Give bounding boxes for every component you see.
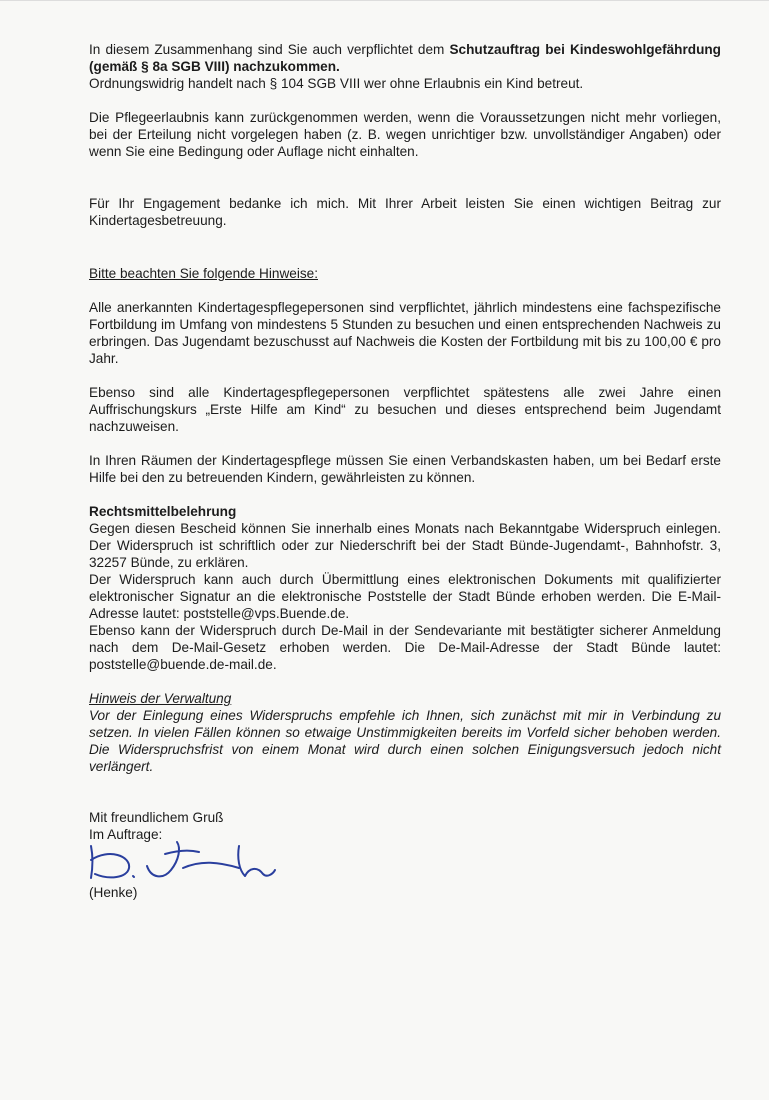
- schutzauftrag-intro: In diesem Zusammenhang sind Sie auch verpflichtet dem: [89, 42, 450, 57]
- verwaltung-text: Vor der Einlegung eines Widerspruchs empfehle ich Ihnen, sich zunächst mit mir in Verbindung zu setzen. In vielen Fällen können so etwaige Unstimmigkeiten bereits im Vorfeld sicher behoben werden. Die Widerspruchsfrist von einem Monat wird durch einen solchen Einigungsversuch jedoch nicht verlängert.: [89, 708, 721, 774]
- paragraph-pflegeerlaubnis: Die Pflegeerlaubnis kann zurückgenommen werden, wenn die Voraussetzungen nicht mehr vorliegen, bei der Erteilung nicht vorgelegen haben (z. B. wegen unrichtiger bzw. unvollständiger Angaben) oder wenn Sie eine Bedingung oder Auflage nicht einhalten.: [89, 110, 721, 159]
- signatory-name: (Henke): [89, 885, 138, 900]
- hinweise-heading: Bitte beachten Sie folgende Hinweise:: [89, 266, 318, 281]
- closing-auftrag: Im Auftrage:: [89, 827, 163, 842]
- paragraph-ordnungswidrig: Ordnungswidrig handelt nach § 104 SGB VIII wer ohne Erlaubnis ein Kind betreut.: [89, 76, 584, 91]
- closing-greeting: Mit freundlichem Gruß: [89, 810, 224, 825]
- verwaltung-heading: Hinweis der Verwaltung: [89, 691, 232, 706]
- paragraph-schutzauftrag: [89, 41, 721, 75]
- paragraph-engagement: Für Ihr Engagement bedanke ich mich. Mit Ihrer Arbeit leisten Sie einen wichtigen Beitrag zur Kindertagesbetreuung.: [89, 196, 721, 228]
- signature: [89, 844, 721, 884]
- scan-edge: [0, 0, 769, 1]
- schutzauftrag-bold: Schutzauftrag bei Kindeswohlgefährdung (gemäß § 8a SGB VIII) nachzukommen.: [89, 42, 721, 74]
- letter-body: [89, 41, 721, 901]
- paragraph-erste-hilfe: Ebenso sind alle Kindertagespflegepersonen verpflichtet spätestens alle zwei Jahre einen Auffrischungskurs „Erste Hilfe am Kind“ zu besuchen und dieses entsprechend beim Jugendamt nachzuweisen.: [89, 385, 721, 434]
- paragraph-verbandskasten: In Ihren Räumen der Kindertagespflege müssen Sie einen Verbandskasten haben, um bei Bedarf erste Hilfe bei den zu betreuenden Kindern, gewährleisten zu können.: [89, 453, 721, 485]
- paragraph-fortbildung: Alle anerkannten Kindertagespflegepersonen sind verpflichtet, jährlich mindestens eine fachspezifische Fortbildung im Umfang von mindestens 5 Stunden zu besuchen und einen entsprechenden Nachweis zu erbringen. Das Jugendamt bezuschusst auf Nachweis die Kosten der Fortbildung mit bis zu 100,00 € pro Jahr.: [89, 300, 721, 366]
- rechtsmittel-text-3: Ebenso kann der Widerspruch durch De-Mail in der Sendevariante mit bestätigter sicherer Anmeldung nach dem De-Mail-Gesetz erhoben werden. Die De-Mail-Adresse der Stadt Bünde lautet: poststelle@buende.de-mail.de.: [89, 623, 721, 672]
- rechtsmittel-text-1: Gegen diesen Bescheid können Sie innerhalb eines Monats nach Bekanntgabe Widerspruch einlegen. Der Widerspruch ist schriftlich oder zur Niederschrift bei der Stadt Bünde-Jugendamt-, Bahnhofstr. 3, 32257 Bünde, zu erklären.: [89, 521, 721, 570]
- signature-drawing: [79, 838, 309, 888]
- rechtsmittel-text-2: Der Widerspruch kann auch durch Übermittlung eines elektronischen Dokuments mit qualifizierter elektronischer Signatur an die elektronische Poststelle der Stadt Bünde erhoben werden. Die E-Mail-Adresse lautet: poststelle@vps.Buende.de.: [89, 572, 721, 621]
- rechtsmittel-heading: Rechtsmittelbelehrung: [89, 504, 237, 519]
